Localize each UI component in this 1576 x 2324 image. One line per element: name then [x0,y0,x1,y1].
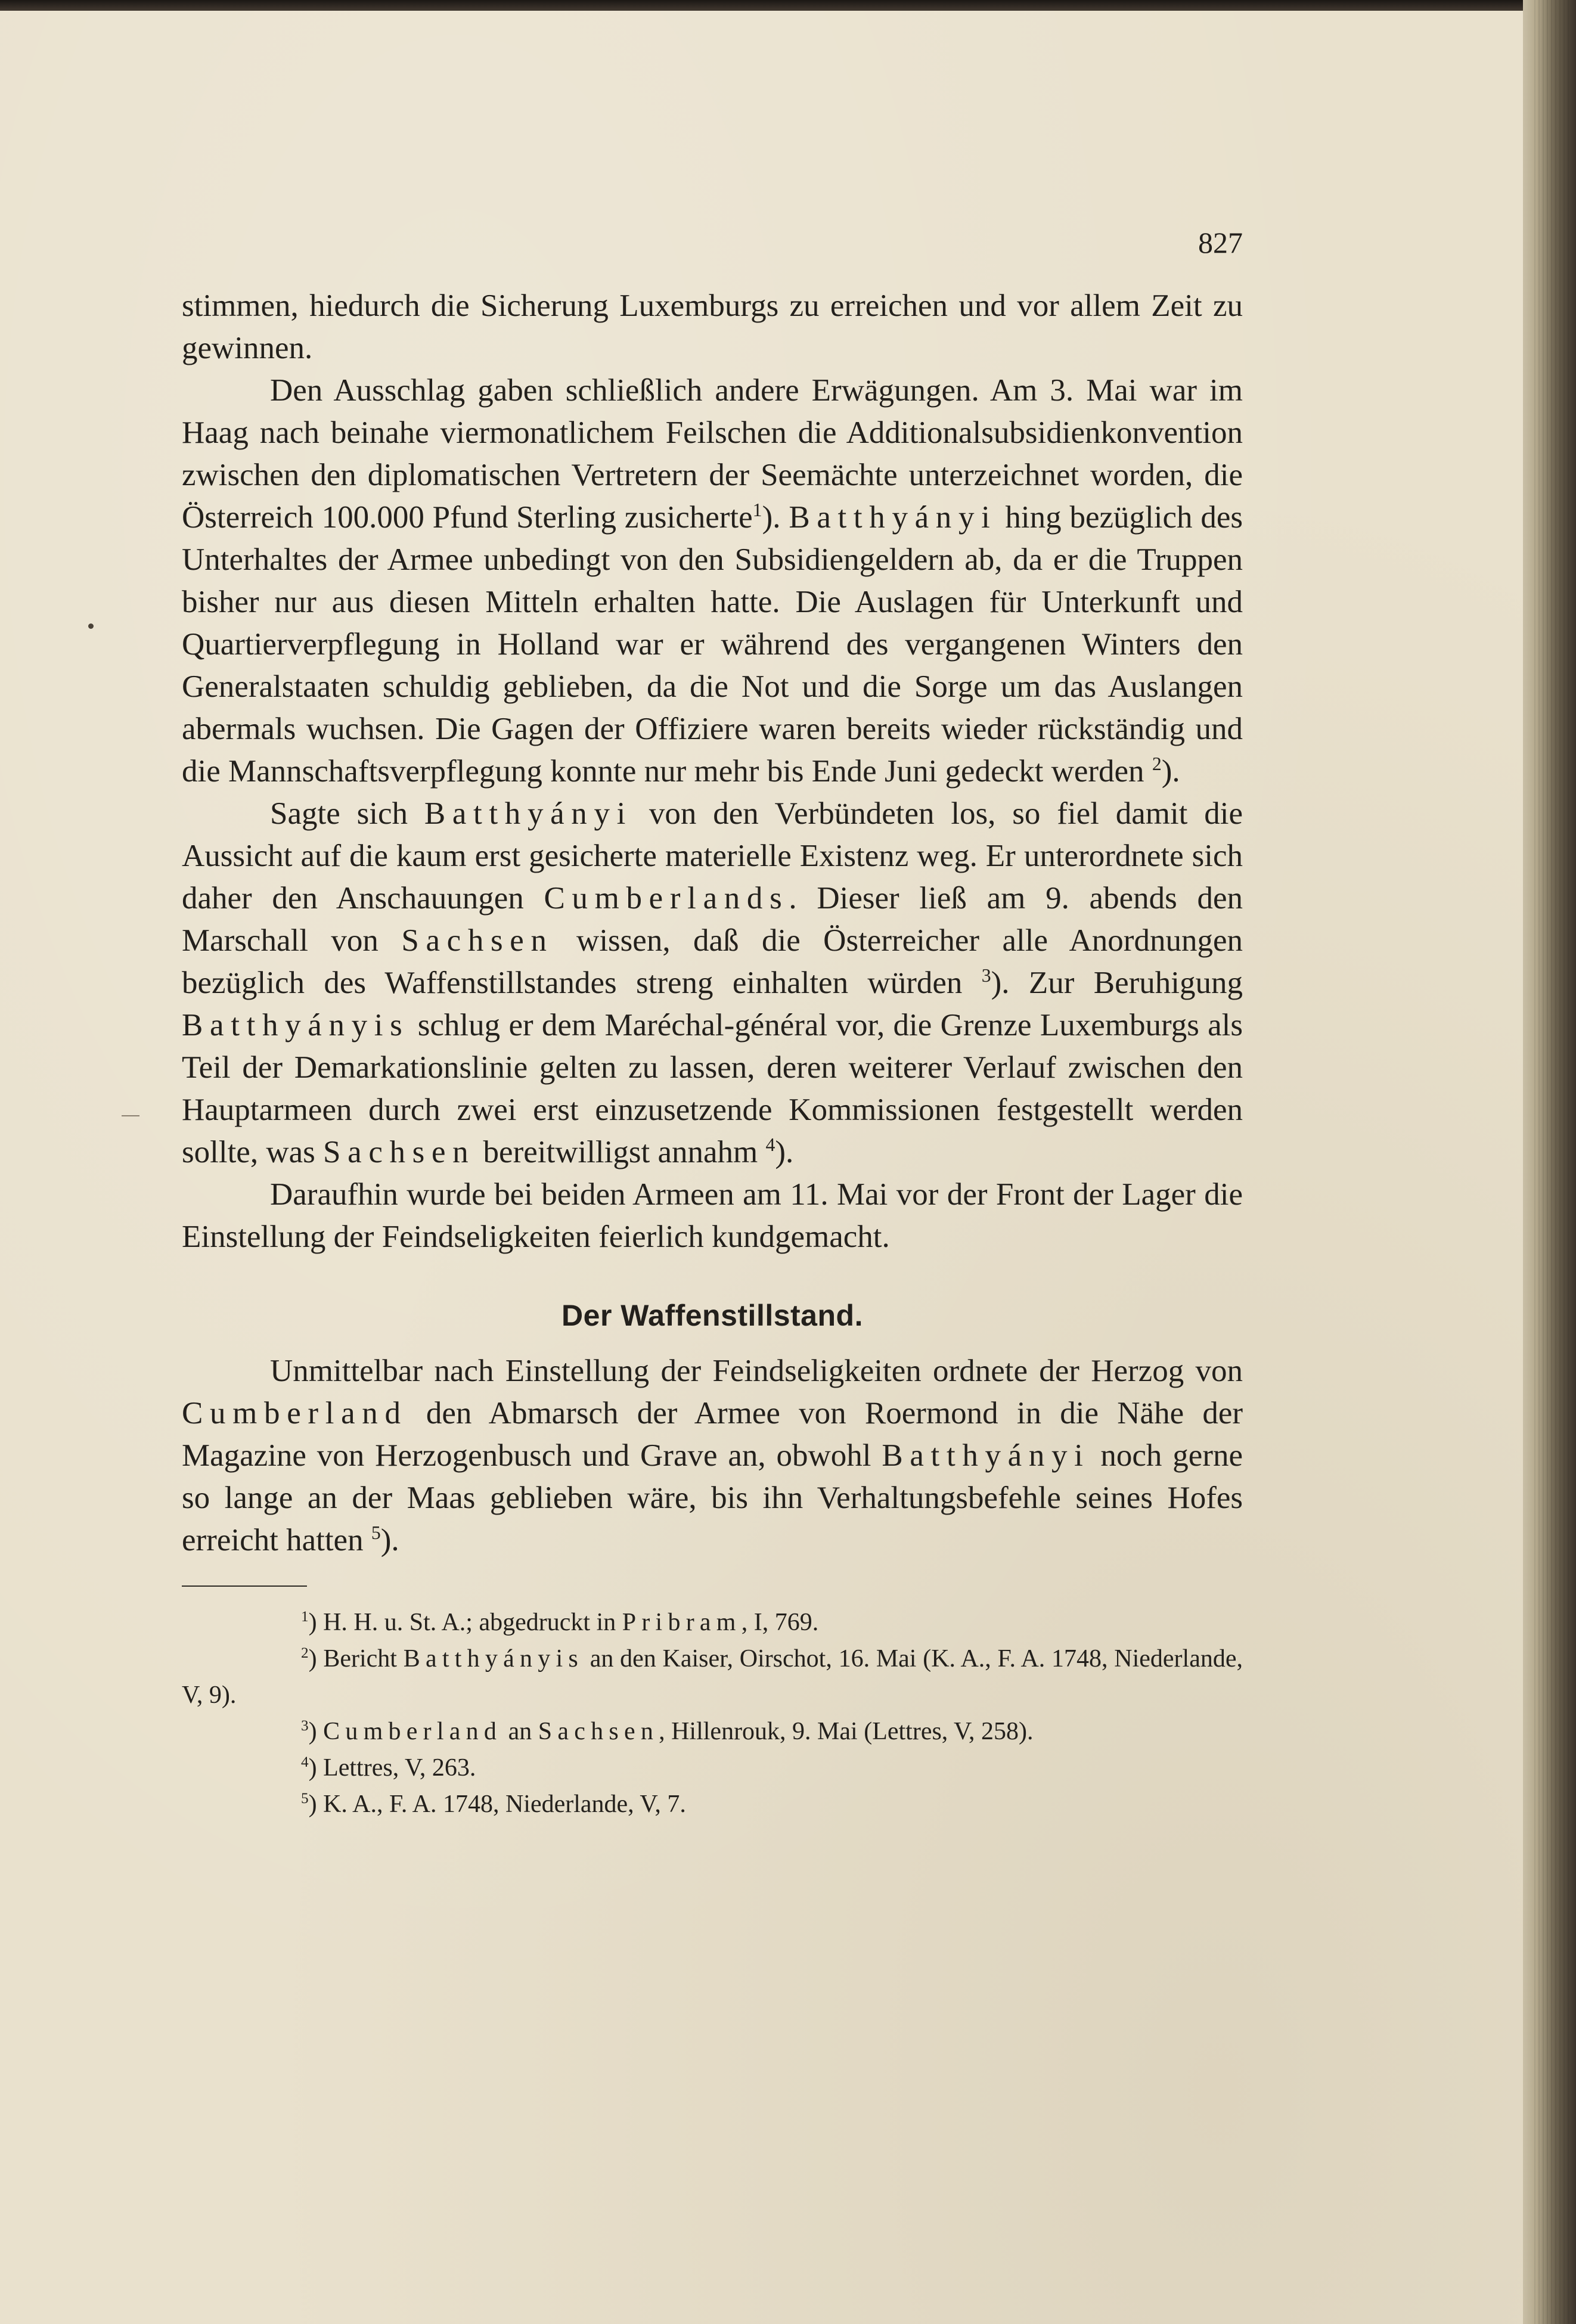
text-run: den Abmarsch der Armee von Roermond in die Nähe der Magazine von Herzogenbusch und Grave an, obwohl [182,1396,1243,1473]
spaced-name: Sachsen [538,1718,659,1745]
footnote [182,1714,1243,1750]
text-run: noch gerne so lange an der Maas geblieben wäre, bis ihn Verhaltungsbefehle seines Hofes erreicht hatten [182,1438,1243,1557]
text-run: hing bezüglich des Unterhaltes der Armee unbedingt von den Subsidiengeldern ab, da er die Truppen bisher nur aus diesen Mitteln erhalten hatte. Die Auslagen für Unterkunft und Quartierverpflegung in Holland war er während des vergangenen Winters den Generalstaaten schuldig geblieben, da die Not und die Sorge um das Auslangen abermals wuchsen. Die Gagen der Offiziere waren bereits wieder rückständig und die Mannschaftsverpflegung konnte nur mehr bis Ende Juni gedeckt werden [182,500,1243,789]
footnote-separator [182,1585,307,1587]
footnote-number: 1 [301,1608,309,1625]
footnote-reference: 2 [1152,753,1162,774]
text-run: an den Kaiser, Oirschot, 16. Mai (K. A., F. A. 1748, Niederlande, V, 9). [182,1645,1243,1709]
spaced-name: Batthyányis [182,1008,409,1042]
paragraphs-bottom [182,1350,1243,1562]
footnotes [182,1605,1243,1823]
footnote-number: 2 [301,1645,309,1661]
paragraph [182,793,1243,1174]
paragraph [182,370,1243,793]
text-run: Lettres, V, 263. [323,1754,476,1782]
footnote-number: 5 [301,1790,309,1807]
page-body [182,285,1243,1823]
footnote [182,1786,1243,1823]
footnote-paren: ) [308,1645,324,1673]
text-run: ). [775,1135,794,1169]
footnote-paren: ) [308,1718,324,1745]
text-run: H. H. u. St. A.; abgedruckt in [323,1609,622,1636]
paragraphs-top [182,285,1243,1258]
text-run: ). [762,500,789,535]
spaced-name: Batthyányi [424,796,633,831]
spaced-name: Cumberlands [544,881,789,916]
paragraph [182,285,1243,370]
text-run: K. A., F. A. 1748, Niederlande, V, 7. [323,1791,686,1818]
text-run: Bericht [323,1645,404,1673]
spaced-name: Sachsen [323,1135,476,1169]
spaced-name: Batthyányi [882,1438,1090,1473]
footnote-reference: 1 [752,499,762,520]
footnote-reference: 3 [981,964,991,986]
text-run: Daraufhin wurde bei beiden Armeen am 11. Mai vor der Front der Lager die Einstellung der Feindseligkeiten feierlich kundgemacht. [182,1177,1243,1254]
footnote-reference: 4 [765,1134,775,1155]
paragraph [182,1174,1243,1258]
text-run: bereitwilligst annahm [475,1135,766,1169]
footnote-paren: ) [308,1791,324,1818]
footnote [182,1641,1243,1714]
text-run: an [502,1718,538,1745]
stray-ink-dot [88,623,94,629]
text-run: Den Ausschlag gaben schließlich andere Erwägungen. Am 3. Mai war im Haag nach beinahe viermonatlichem Feilschen die Additionalsubsidienkonvention zwischen den diplomatischen Vertretern der Seemächte unterzeichnet worden, die Österreich 100.000 Pfund Sterling zusicherte [182,373,1243,535]
text-run: wissen, daß die Österreicher alle Anordnungen bezüglich des Waffenstillstandes streng einhalten würden [182,923,1243,1000]
book-fore-edge-texture [1534,0,1570,2324]
spaced-name: Sachsen [401,923,554,958]
spaced-name: Batthyányi [789,500,997,535]
paragraph [182,1350,1243,1562]
section-heading: Der Waffenstillstand. [561,1299,863,1332]
text-run: von den Verbündeten los, so fiel damit die Aussicht auf die kaum erst gesicherte materielle Existenz weg. Er unterordnete sich daher den Anschauungen [182,796,1243,916]
text-run: Sagte sich [270,796,424,831]
text-run: ). Zur Beruhigung [991,966,1243,1000]
footnote-number: 4 [301,1754,309,1770]
text-run: . Dieser ließ am 9. abends den Marschall von [182,881,1243,958]
spaced-name: Pribram [622,1609,742,1636]
footnote-reference: 5 [371,1522,381,1543]
text-run: stimmen, hiedurch die Sicherung Luxemburgs zu erreichen und vor allem Zeit zu gewinnen. [182,288,1243,365]
stray-ink-dash [122,1115,139,1116]
text-run: ). [380,1523,399,1557]
text-run: , I, 769. [741,1609,819,1636]
text-run: Unmittelbar nach Einstellung der Feindseligkeiten ordnete der Herzog von [270,1354,1243,1388]
text-run: schlug er dem Maréchal-général vor, die Grenze Luxemburgs als Teil der Demarkationslinie gelten zu lassen, deren weiterer Verlauf zwischen den Hauptarmeen durch zwei erst einzusetzende Kommissionen festgestellt werden sollte, was [182,1008,1243,1169]
spaced-name: Cumberland [323,1718,502,1745]
footnote [182,1605,1243,1641]
footnote-paren: ) [308,1609,324,1636]
text-run: , Hillenrouk, 9. Mai (Lettres, V, 258). [659,1718,1034,1745]
text-run: ). [1161,754,1180,789]
footnote-number: 3 [301,1717,309,1734]
spaced-name: Cumberland [182,1396,408,1431]
footnote [182,1750,1243,1786]
spaced-name: Batthyányis [403,1645,584,1673]
page-number: 827 [1198,226,1243,259]
footnote-paren: ) [308,1754,324,1782]
